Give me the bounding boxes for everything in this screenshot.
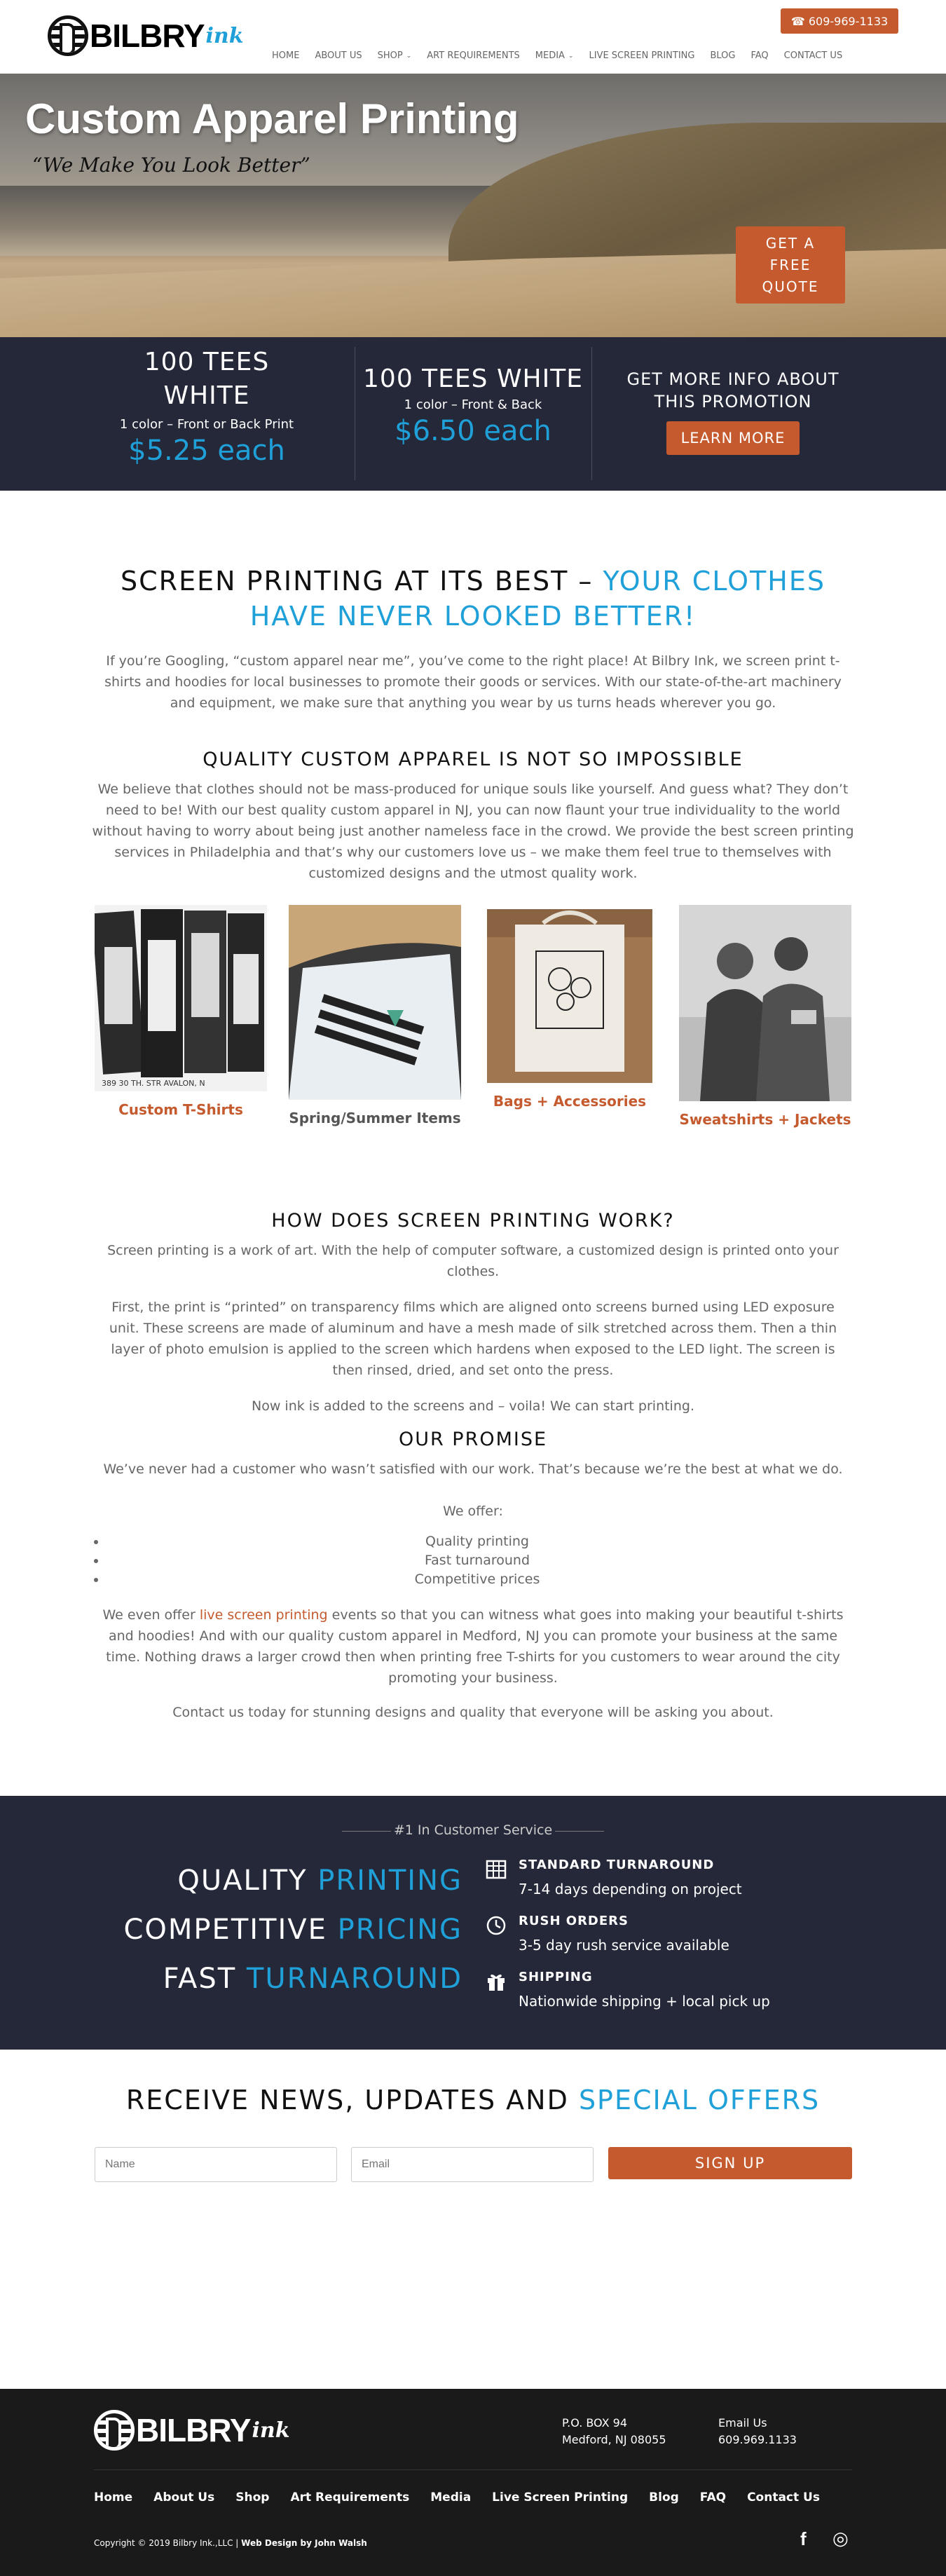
category-label: Sweatshirts + Jackets	[679, 1111, 851, 1128]
sweatshirts-image	[679, 905, 851, 1101]
nav-blog[interactable]: BLOG	[710, 50, 736, 61]
promo-bar	[0, 337, 946, 491]
footer-phone[interactable]: 609.969.1133	[718, 2433, 797, 2446]
sweatshirts-photo	[679, 905, 851, 1101]
intro-heading-blue2: HAVE NEVER LOOKED BETTER!	[249, 601, 697, 632]
bags-image	[487, 909, 652, 1083]
chevron-down-icon: ⌄	[406, 52, 412, 60]
promo-info-line2: THIS PROMOTION	[654, 392, 812, 411]
service-competitive-pricing	[124, 1914, 463, 1946]
category-label: Bags + Accessories	[493, 1093, 647, 1110]
feature-desc: 3-5 day rush service available	[519, 1937, 729, 1954]
name-input[interactable]	[95, 2147, 337, 2182]
hero-title: Custom Apparel Printing	[25, 95, 519, 142]
offer-item: • Quality printing	[107, 1532, 848, 1551]
logo-mark-icon	[48, 15, 88, 56]
logo-text: BILBRY	[90, 18, 205, 54]
svg-text:389 30 TH. STR AVALON, N: 389 30 TH. STR AVALON, N	[102, 1079, 205, 1088]
quote-line2: FREE	[769, 257, 811, 273]
footer-logo[interactable]	[94, 2410, 290, 2451]
feature-desc: Nationwide shipping + local pick up	[519, 1993, 770, 2010]
intro-heading-plain: SCREEN PRINTING AT ITS BEST –	[121, 566, 603, 597]
address-line2: Medford, NJ 08055	[562, 2433, 666, 2446]
footer-nav-contact[interactable]: Contact Us	[747, 2490, 820, 2505]
footer-nav-media[interactable]: Media	[430, 2490, 472, 2505]
footer-nav-art-requirements[interactable]: Art Requirements	[290, 2490, 410, 2505]
copyright	[94, 2538, 367, 2548]
category-label: Spring/Summer Items	[289, 1110, 461, 1126]
hero-subtitle: “We Make You Look Better”	[32, 154, 310, 177]
quality-paragraph: We believe that clothes should not be mass-produced for unique souls like yourself. And guess what? They don’t need to be! With our best quality custom apparel in NJ, you can now flaunt your true individuality to the world without having to worry about being just another nameless face in the crowd. We provide the best screen printing services in Philadelphia and that’s why our customers love us – we make them feel true to themselves with customized designs and the utmost quality work.	[92, 782, 854, 881]
footer-nav-blog[interactable]: Blog	[649, 2490, 679, 2505]
how-heading: HOW DOES SCREEN PRINTING WORK?	[271, 1210, 675, 1232]
tshirts-image	[95, 905, 267, 1091]
footer-contact	[718, 2415, 797, 2448]
promise-p2-before: We even offer	[102, 1607, 200, 1623]
clock-icon	[484, 1915, 509, 1940]
category-custom-tshirts[interactable]	[95, 905, 267, 1118]
footer-nav-home[interactable]: Home	[94, 2490, 133, 2505]
feature-title: SHIPPING	[519, 1970, 593, 1984]
service-label: #1 In Customer Service	[336, 1822, 610, 1838]
promo-info-line1: GET MORE INFO ABOUT	[626, 369, 839, 389]
how-paragraph-2: First, the print is “printed” on transparency films which are aligned onto screens burned using LED exposure unit. These screens are made of aluminum and have a mesh made of silk stretched across them. Then a thin layer of photo emulsion is applied to the screen which hardens when exposed to the LED light. The screen is then rinsed, dried, and set onto the press.	[109, 1300, 837, 1378]
promo-offer-2	[355, 362, 591, 447]
nav-live-screen-printing[interactable]: LIVE SCREEN PRINTING	[589, 50, 695, 61]
promo1-desc: 1 color – Front or Back Print	[119, 417, 294, 432]
footer-nav-live-screen-printing[interactable]: Live Screen Printing	[492, 2490, 629, 2505]
promise-p2-after: events so that you can witness what goes into making your beautiful t-shirts and hoodies! And with our quality custom apparel in Medford, NJ you can promote your business at the same time. Nothing draws a larger crowd then when printing free T-shirts for you customers to wear around the city promoting your business.	[106, 1607, 844, 1686]
quote-line3: QUOTE	[762, 278, 819, 295]
feature-title: STANDARD TURNAROUND	[519, 1858, 715, 1872]
intro-paragraph: If you’re Googling, “custom apparel near me”, you’ve come to the right place! At Bilbry Ink, we screen print t-shirts and hoodies for local businesses to promote their goods or services. With our state-of-the-art machinery and equipment, we make sure that anything you wear by us turns heads wherever you go.	[104, 653, 842, 711]
feature-title: RUSH ORDERS	[519, 1914, 629, 1928]
address-line1: P.O. BOX 94	[562, 2416, 628, 2430]
category-sweatshirts-jackets[interactable]	[679, 905, 851, 1128]
facebook-icon[interactable]: f	[800, 2528, 807, 2549]
gift-icon	[484, 1971, 509, 1996]
nav-contact[interactable]: CONTACT US	[783, 50, 843, 61]
offer-item: • Fast turnaround	[107, 1551, 848, 1570]
chevron-down-icon: ⌄	[568, 52, 574, 60]
footer-address	[562, 2415, 666, 2448]
main-nav	[272, 50, 858, 61]
spring-summer-image	[289, 905, 461, 1100]
nav-home[interactable]: HOME	[272, 50, 300, 61]
offer-list	[98, 1532, 848, 1589]
svc-white: QUALITY	[177, 1865, 318, 1897]
quality-heading: QUALITY CUSTOM APPAREL IS NOT SO IMPOSSIBLE	[203, 749, 743, 770]
promo1-price: $5.25 each	[128, 435, 285, 467]
svc-blue: TURNAROUND	[246, 1963, 462, 1995]
footer-logo-accent: ink	[252, 2418, 290, 2443]
intro-heading	[91, 564, 855, 634]
nav-art-requirements[interactable]: ART REQUIREMENTS	[427, 50, 520, 61]
footer-nav	[94, 2490, 841, 2505]
svc-white: COMPETITIVE	[123, 1914, 338, 1946]
spring-summer-photo	[289, 905, 461, 1100]
category-bags-accessories[interactable]	[487, 909, 652, 1110]
web-design-credit[interactable]: Web Design by John Walsh	[241, 2538, 367, 2548]
newsletter-title	[70, 2085, 876, 2115]
footer-nav-about[interactable]: About Us	[153, 2490, 215, 2505]
offer-intro: We offer:	[443, 1504, 503, 1519]
footer-logo-text: BILBRY	[136, 2412, 251, 2448]
promo-offer-1	[105, 346, 308, 467]
learn-more-button[interactable]: LEARN MORE	[666, 421, 800, 455]
sign-up-button[interactable]: SIGN UP	[608, 2147, 852, 2179]
hero-banner	[0, 74, 946, 337]
category-label: Custom T-Shirts	[118, 1101, 243, 1118]
promo1-line2: WHITE	[163, 381, 250, 410]
offer-item: • Competitive prices	[107, 1570, 848, 1589]
newsletter-title-plain: RECEIVE NEWS, UPDATES AND	[125, 2085, 579, 2115]
free-quote-button[interactable]	[736, 226, 845, 304]
newsletter-title-blue: SPECIAL OFFERS	[578, 2085, 821, 2115]
category-spring-summer[interactable]	[289, 905, 461, 1126]
nav-faq[interactable]: FAQ	[750, 50, 769, 61]
live-screen-printing-link[interactable]: live screen printing	[199, 1607, 328, 1623]
feature-standard-turnaround	[484, 1858, 742, 1897]
promise-paragraph-1: We’ve never had a customer who wasn’t satisfied with our work. That’s because we’re the best at what we do.	[103, 1461, 843, 1477]
feature-shipping	[484, 1970, 770, 2010]
promo2-desc: 1 color – Front & Back	[404, 397, 542, 412]
site-header	[0, 0, 946, 74]
instagram-icon[interactable]: ◎	[832, 2528, 849, 2549]
email-us-link[interactable]: Email Us	[718, 2416, 767, 2430]
footer-nav-faq[interactable]: FAQ	[699, 2490, 727, 2505]
nav-media-label: MEDIA	[535, 50, 565, 61]
service-fast-turnaround	[163, 1963, 462, 1995]
bags-photo	[487, 909, 652, 1083]
feature-rush-orders	[484, 1914, 729, 1954]
how-paragraph-1: Screen printing is a work of art. With the help of computer software, a customized design is printed onto your clothes.	[107, 1243, 839, 1279]
footer-nav-shop[interactable]: Shop	[235, 2490, 270, 2505]
promo1-line1: 100 TEES	[144, 348, 270, 376]
logo-accent: ink	[205, 23, 244, 48]
svc-blue: PRICING	[337, 1914, 462, 1946]
intro-heading-blue1: YOUR CLOTHES	[603, 566, 825, 597]
site-footer	[0, 2389, 946, 2576]
phone-button[interactable]: ☎ 609-969-1133	[781, 8, 898, 34]
feature-desc: 7-14 days depending on project	[519, 1881, 742, 1897]
promo-divider	[591, 347, 592, 480]
quote-line1: GET A	[765, 235, 816, 252]
promise-heading: OUR PROMISE	[398, 1429, 548, 1450]
copyright-text: Copyright © 2019 Bilbry Ink.,LLC |	[94, 2538, 242, 2548]
nav-media[interactable]	[535, 50, 574, 61]
email-input[interactable]	[351, 2147, 594, 2182]
promo2-title: 100 TEES WHITE	[363, 364, 583, 393]
promo2-price: $6.50 each	[395, 415, 551, 447]
promo-info	[610, 368, 856, 455]
service-section	[0, 1796, 946, 2050]
nav-shop[interactable]	[378, 50, 412, 61]
site-logo[interactable]	[48, 15, 244, 56]
promise-paragraph-3: Contact us today for stunning designs and quality that everyone will be asking you about.	[172, 1705, 774, 1720]
service-quality-printing	[177, 1865, 462, 1897]
tshirts-photo	[95, 905, 267, 1091]
how-paragraph-3: Now ink is added to the screens and – voila! We can start printing.	[252, 1398, 694, 1414]
nav-shop-label: SHOP	[377, 50, 403, 61]
svc-blue: PRINTING	[317, 1865, 462, 1897]
table-icon	[484, 1859, 509, 1884]
nav-about[interactable]: ABOUT US	[315, 50, 362, 61]
svc-white: FAST	[163, 1963, 247, 1995]
logo-mark-icon	[94, 2410, 135, 2451]
promise-paragraph-2	[91, 1604, 855, 1689]
footer-divider	[94, 2469, 852, 2470]
